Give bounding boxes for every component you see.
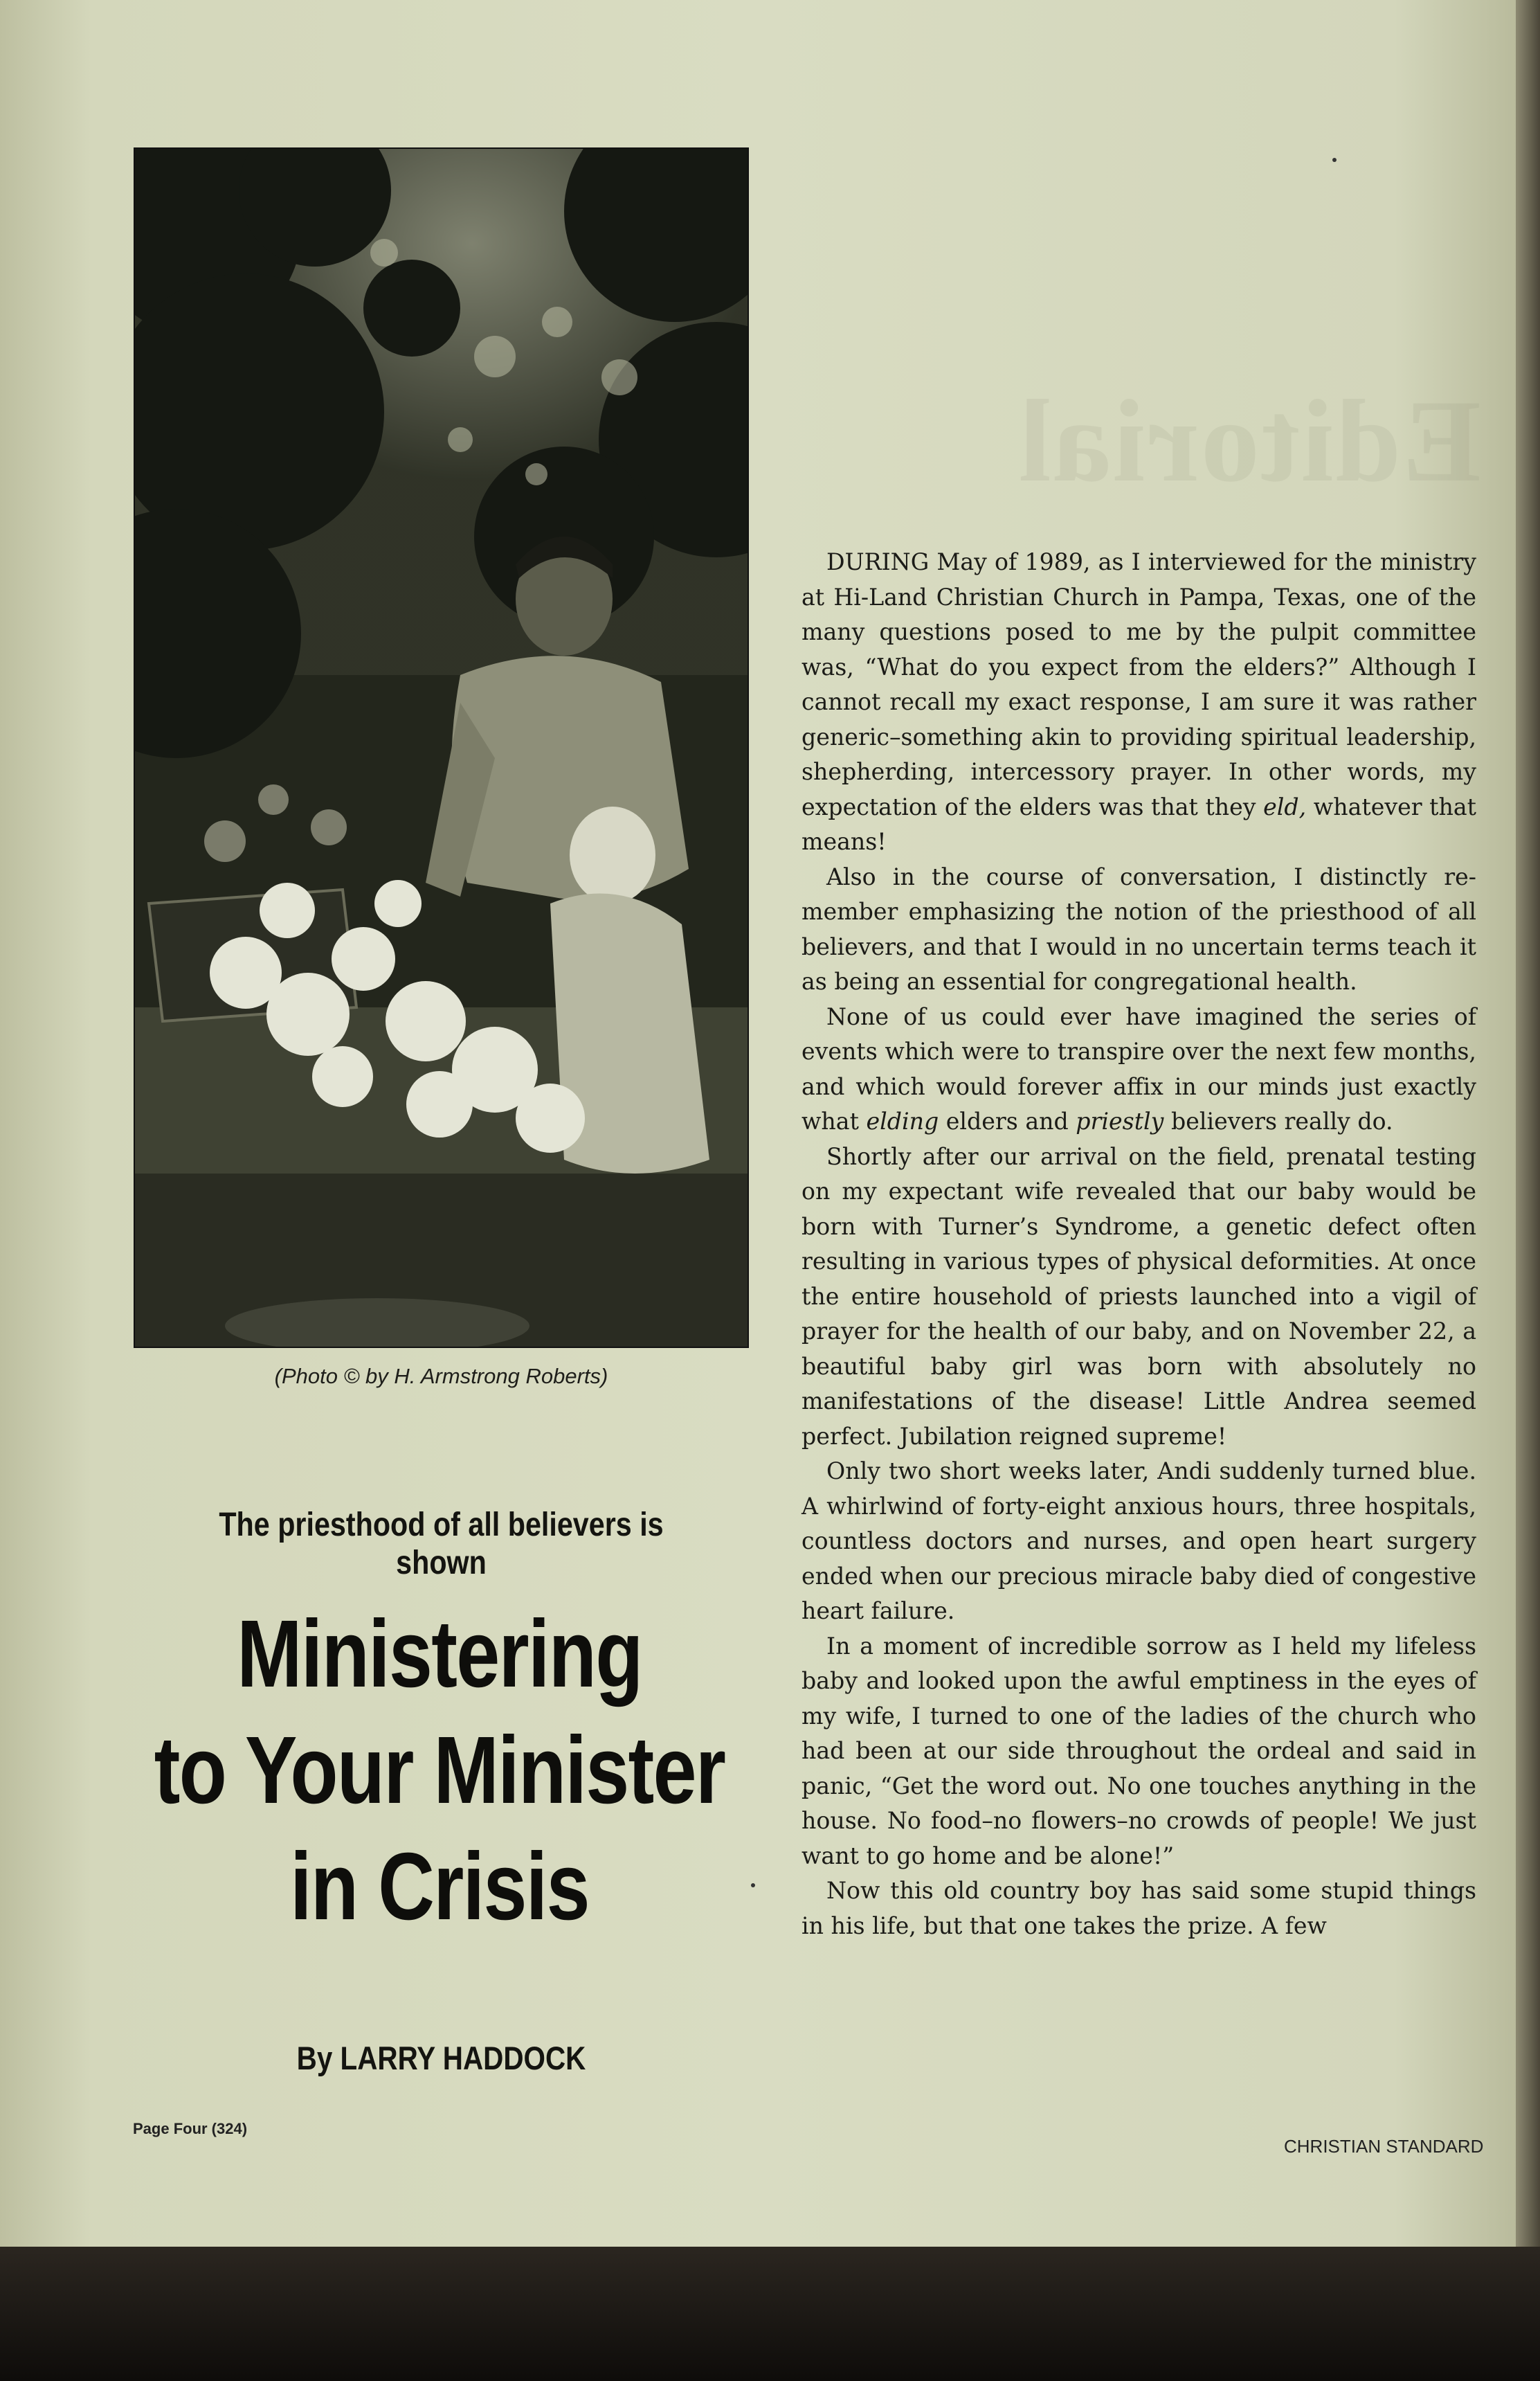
paragraph-3: None of us could ever have imagined the series of events which were to transpire over the next few months, and which would forever affix in our minds just exactly what elding elders and priestly believers really do. (801, 1003, 1476, 1135)
article-kicker: The priesthood of all believers is shown (219, 1507, 664, 1581)
article-body (801, 545, 1476, 1943)
magazine-name: CHRISTIAN STANDARD (1284, 2136, 1484, 2157)
paragraph-5: Only two short weeks later, Andi suddenly turned blue. A whirlwind of forty-eight anxious hours, three hospitals, countless doctors and nurses, and open heart surgery ended when our precious miracle baby died of congestive heart failure. (801, 1457, 1476, 1624)
garden-photo-illustration (135, 149, 748, 1347)
background-surface (0, 2247, 1540, 2381)
paragraph-1: DURING May of 1989, as I interviewed for the ministry at Hi-Land Christian Church in Pampa, Texas, one of the many questions posed to me by the pulpit committee was, “What do you expect from the elders?” Although I cannot recall my exact response, I am sure it was rather generic–something akin to providing spiritual leadership, shepherding, intercessory prayer. In other words, my expectation of the elders was that they eld, whatever that means! (801, 548, 1476, 855)
show-through-text: Editorial (1017, 376, 1481, 506)
byline: By LARRY HADDOCK (296, 2040, 586, 2076)
page-number: Page Four (324) (133, 2120, 248, 2137)
headline-line-1: Ministering (237, 1601, 642, 1707)
headline-line-2: to Your Minister (154, 1717, 725, 1824)
article-photo (135, 149, 748, 1347)
photo-caption: (Photo © by H. Armstrong Roberts) (274, 1364, 608, 1388)
binding-edge (1516, 0, 1540, 2381)
headline-line-3: in Crisis (290, 1833, 589, 1940)
paragraph-7: Now this old country boy has said some stupid things in his life, but that one takes the prize. A few (801, 1877, 1476, 1939)
lead-in: DURING (826, 548, 930, 575)
paragraph-2: Also in the course of conversation, I distinctly remember emphasizing the notion of the priesthood of all believers, and that I would in no uncertain terms teach it as being an essential for congregational health. (801, 863, 1476, 995)
speck (1332, 158, 1337, 162)
paragraph-4: Shortly after our arrival on the field, prenatal testing on my expectant wife revealed that our baby would be born with Turner’s Syndrome, a genetic defect often resulting in various types of physical deformities. At once the entire household of priests launched into a vigil of prayer for the health of our baby, and on November 22, a beautiful baby girl was born with absolutely no manifestations of the disease! Little Andrea seemed perfect. Jubilation reigned supreme! (801, 1142, 1476, 1450)
paragraph-6: In a moment of incredible sorrow as I held my lifeless baby and looked upon the awful emptiness in the eyes of my wife, I turned to one of the ladies of the church who had been at our side throughout the ordeal and said in panic, “Get the word out. No one touches anything in the house. No food–no flowers–no crowds of people! We just want to go home and be alone!” (801, 1632, 1476, 1869)
article-headline (90, 1596, 789, 1945)
